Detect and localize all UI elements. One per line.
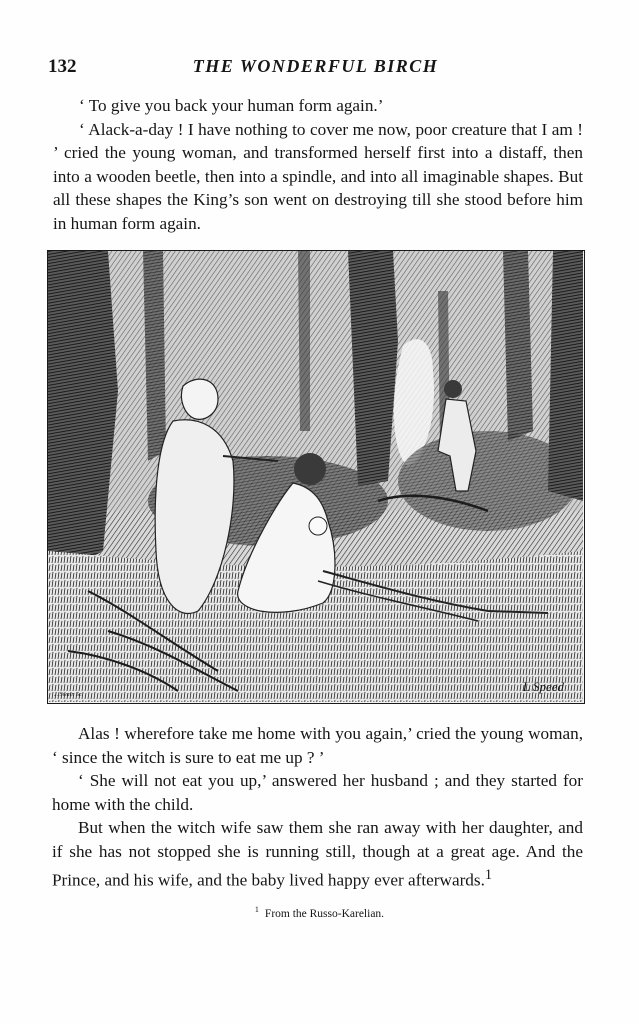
baby-figure (309, 517, 327, 535)
young-woman-figure (294, 453, 326, 485)
page-number: 132 (48, 56, 77, 77)
prince-figure (444, 380, 462, 398)
paragraph: ‘ She will not eat you up,’ answered her husband ; and they started for home with the child. (52, 771, 583, 814)
paragraph-text: But when the witch wife saw them she ran away with her daughter, and if she has not stopped she is running still, though at a great age. And the Prince, and his wife, and the baby lived happy ever afterwards. (52, 818, 583, 890)
artist-signature: L Speed (522, 679, 564, 694)
paragraph: ‘ Alack-a-day ! I have nothing to cover me now, poor creature that I am ! ’ cried the young woman, and transformed herself first into a distaff, then into a wooden beetle, then into a spindle, and into all imaginable shapes. But all these shapes the King’s son went on destroying till she stood before him in human form again. (53, 119, 583, 233)
bottom-text-block (52, 722, 583, 892)
footnote-text: From the Russo-Karelian. (264, 907, 385, 920)
footnote (0, 905, 639, 920)
running-title: THE WONDERFUL BIRCH (192, 56, 439, 76)
paragraph: ‘ To give you back your human form again.’ (79, 96, 384, 115)
page-header (48, 56, 583, 78)
engraver-credit: J. Swain Sc. (54, 692, 83, 698)
paragraph: Alas ! wherefore take me home with you again,’ cried the young woman, ‘ since the witch is sure to eat me up ? ’ (52, 724, 583, 767)
footnote-reference: 1 (484, 866, 493, 883)
forest-scene-engraving (48, 251, 583, 702)
engraved-illustration (47, 250, 585, 704)
paragraph (52, 816, 583, 892)
top-text-block (53, 94, 583, 236)
old-woman-figure (181, 379, 218, 419)
footnote-marker: 1 (254, 905, 259, 914)
